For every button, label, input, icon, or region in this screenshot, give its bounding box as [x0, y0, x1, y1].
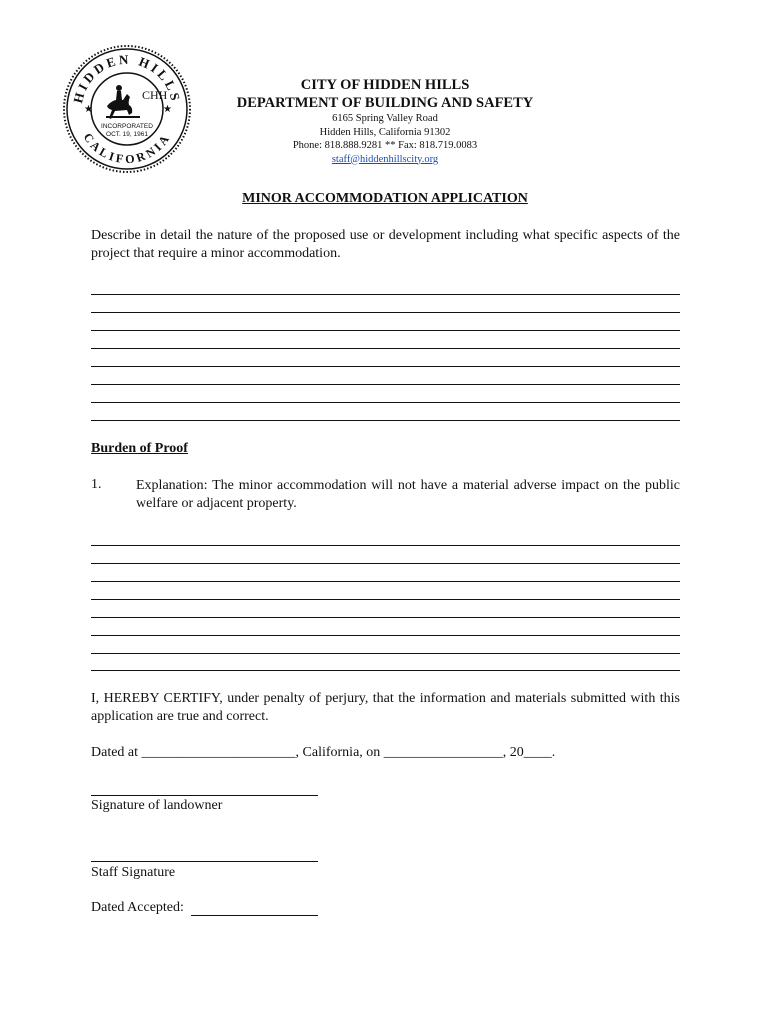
explanation-line-4[interactable] [91, 599, 680, 600]
city-seal [62, 44, 192, 174]
dated-accepted-line[interactable] [191, 915, 318, 916]
explanation-line-2[interactable] [91, 563, 680, 564]
letterhead [200, 76, 570, 166]
svg-text:★: ★ [84, 104, 93, 115]
email-link[interactable]: staff@hiddenhillscity.org [331, 153, 439, 165]
landowner-signature-line[interactable] [91, 795, 318, 796]
burden-of-proof-heading: Burden of Proof [91, 441, 188, 456]
staff-signature-line[interactable] [91, 861, 318, 862]
staff-signature-label: Staff Signature [91, 865, 176, 880]
description-line-7[interactable] [91, 402, 680, 403]
explanation-line-8[interactable] [91, 670, 680, 671]
department-name: DEPARTMENT OF BUILDING AND SAFETY [236, 95, 534, 111]
explanation-line-3[interactable] [91, 581, 680, 582]
landowner-signature-label: Signature of landowner [91, 798, 223, 813]
explanation-line-1[interactable] [91, 545, 680, 546]
certification-text: I, HEREBY CERTIFY, under penalty of perjury, that the information and materials submitted with this application are true and correct. [91, 691, 680, 724]
city-name: CITY OF HIDDEN HILLS [300, 77, 470, 93]
description-line-3[interactable] [91, 330, 680, 331]
describe-instructions: Describe in detail the nature of the proposed use or development including what specific aspects of the project that require a minor accommodation. [91, 228, 680, 261]
seal-incorporated: INCORPORATED [101, 123, 153, 130]
dated-accepted-label: Dated Accepted: [91, 900, 184, 915]
description-line-6[interactable] [91, 384, 680, 385]
description-line-2[interactable] [91, 312, 680, 313]
seal-monogram: CHH [142, 88, 168, 102]
seal-top-text: HIDDEN HILLS [70, 51, 184, 105]
explanation-line-5[interactable] [91, 617, 680, 618]
description-line-5[interactable] [91, 366, 680, 367]
svg-text:★: ★ [163, 104, 172, 115]
explanation-line-7[interactable] [91, 653, 680, 654]
address-line-2: Hidden Hills, California 91302 [319, 126, 451, 138]
horse-rider-icon [106, 85, 140, 119]
address-line-1: 6165 Spring Valley Road [332, 113, 438, 124]
description-line-1[interactable] [91, 294, 680, 295]
form-title: MINOR ACCOMMODATION APPLICATION [242, 191, 528, 206]
seal-bottom-text: CALIFORNIA [80, 130, 174, 167]
seal-date: OCT. 19, 1961 [106, 131, 148, 138]
description-line-8[interactable] [91, 420, 680, 421]
item-number: 1. [91, 477, 102, 492]
description-line-4[interactable] [91, 348, 680, 349]
phone-fax: Phone: 818.888.9281 ** Fax: 818.719.0083 [292, 140, 478, 151]
explanation-text: Explanation: The minor accommodation will not have a material adverse impact on the public welfare or adjacent property. [136, 478, 680, 511]
explanation-line-6[interactable] [91, 635, 680, 636]
dated-at-line[interactable]: Dated at ______________________, California, on _________________, 20____. [91, 745, 556, 760]
